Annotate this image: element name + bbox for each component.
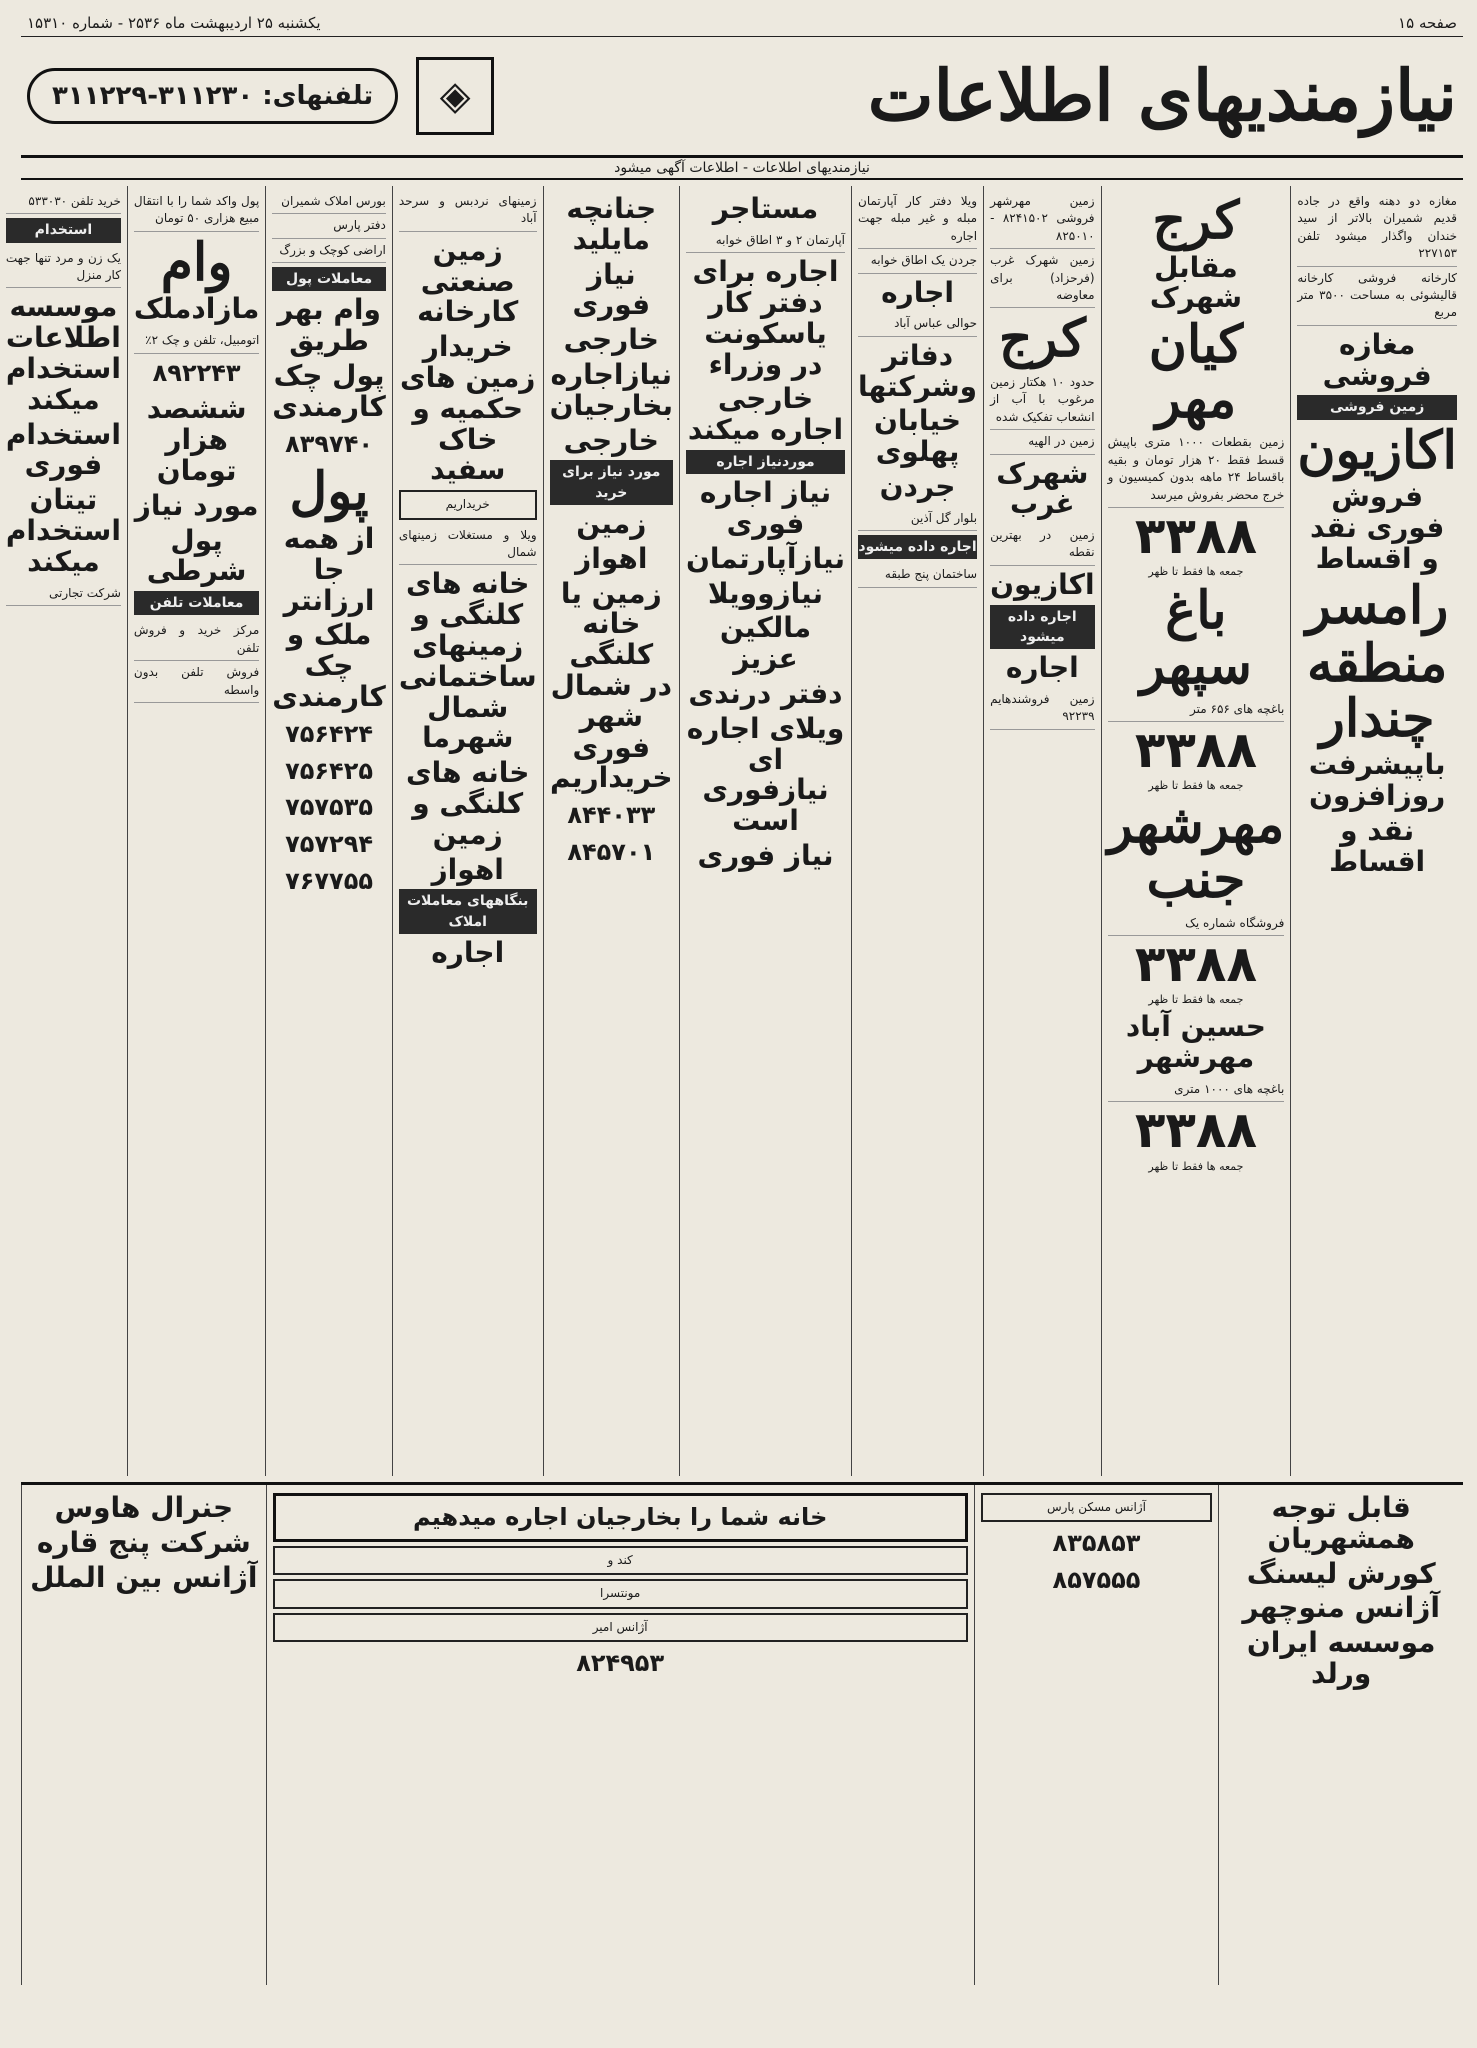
column-3: [983, 186, 1100, 1476]
ad-headline: تیتان استخدام میکند: [5, 483, 121, 578]
column-4: [851, 186, 983, 1476]
ad-headline: اجاره برای دفتر کار یاسکونت در وزراء: [692, 255, 839, 381]
section-band: موردنیاز اجاره: [686, 450, 845, 474]
ad-phone: ۷۵۶۴۲۵: [285, 756, 373, 785]
ad-text: باغچه های ۶۵۶ متر: [1108, 698, 1285, 722]
ad-headline: مستاجر: [712, 192, 819, 225]
ad-phone: ۷۶۷۷۵۵: [285, 867, 373, 896]
ad-headline: آژانس بین الملل: [30, 1560, 258, 1594]
ad-headline: منطقه چندار: [1306, 633, 1448, 749]
ad-caption: جمعه ها فقط تا ظهر: [1148, 1159, 1244, 1173]
ad-headline: مورد نیاز: [134, 488, 259, 522]
subline: نیازمندیهای اطلاعات - اطلاعات آگهی میشود: [21, 158, 1463, 180]
ad-headline: خارجی اجاره میکند: [687, 382, 844, 447]
ad-factory: کارخانه فروشی کارخانه قالیشوئی به مساحت ۳۵۰۰ متر مربع: [1297, 267, 1457, 326]
ad-phone: ۳۳۸۸: [1134, 934, 1257, 993]
ad-headline: نیاز فوری: [572, 257, 651, 322]
section-band: اجاره داده میشود: [990, 605, 1094, 650]
ad-caption: جمعه ها فقط تا ظهر: [1148, 779, 1244, 793]
ad-text: زمین در الهیه: [990, 430, 1094, 454]
ad-headline: قابل توجه همشهریان: [1267, 1491, 1415, 1555]
ad-box: خریداریم: [399, 490, 537, 519]
top-line: [21, 10, 1463, 37]
ad-shop: مغازه دو دهنه واقع در جاده قدیم شمیران بالاتر از سید خندان واگذار میشود تلفن ۲۲۷۱۵۳: [1297, 190, 1457, 267]
column-6: [543, 186, 679, 1476]
paper-title: نیازمندیهای اطلاعات: [867, 54, 1457, 137]
ad-headline: ششصد هزار تومان: [146, 392, 247, 487]
ad-phone: ۳۳۸۸: [1134, 1101, 1257, 1160]
column-1: [1290, 186, 1463, 1476]
ad-headline: پول شرطی: [146, 523, 247, 588]
ad-box: آژانس مسکن پارس: [981, 1493, 1213, 1522]
ad-text: فروشگاه شماره یک: [1108, 912, 1285, 936]
ad-subhead: از همه جا ارزانتر: [283, 522, 375, 617]
ad-text: بلوار گل آذین: [858, 507, 977, 531]
section-band: بنگاههای معاملات املاک: [399, 889, 537, 934]
ads-columns: [5, 186, 1463, 1476]
ad-text: خرید تلفن ۵۳۳۰۳۰: [6, 190, 121, 214]
ad-text: زمین در بهترین نقطه: [990, 524, 1094, 566]
newspaper-page: [7, 0, 1477, 2048]
ad-headline: جردن: [879, 469, 956, 503]
ad-headline: شرکت پنج قاره: [36, 1525, 251, 1559]
section-band: اجاره داده میشود: [858, 535, 977, 559]
ad-headline: خریدار زمین های حکمیه و خاک سفید: [400, 330, 536, 487]
column-7: [392, 186, 543, 1476]
ad-text: جردن یک اطاق خوابه: [858, 249, 977, 273]
ad-text: ساختمان پنج طبقه: [858, 563, 977, 587]
ad-text: زمینهای نردبس و سرحد آباد: [399, 190, 537, 232]
ad-text: بورس املاک شمیران: [272, 190, 386, 214]
ad-headline: کرج: [998, 308, 1086, 370]
ad-headline: آژانس منوچهر: [1242, 1591, 1440, 1625]
ad-headline: کیان مهر: [1148, 314, 1244, 430]
ad-phone: ۸۴۴۰۳۳: [567, 801, 656, 830]
bottom-section: [21, 1482, 1463, 1985]
ad-headline: وام: [160, 231, 233, 293]
bottom-col-2: [974, 1485, 1219, 1985]
ad-headline: رامسر: [1305, 574, 1449, 636]
ad-box: کند و: [273, 1546, 968, 1575]
ad-headline: جنرال هاوس: [54, 1491, 234, 1524]
ad-headline: باغ سپهر: [1139, 580, 1252, 696]
ad-caption: جمعه ها فقط تا ظهر: [1148, 993, 1244, 1007]
ad-headline: مالکین عزیز: [719, 611, 812, 676]
bottom-banner: خانه شما را بخارجیان اجاره میدهیم: [273, 1493, 968, 1542]
column-10: [0, 186, 127, 1476]
ad-headline: وام بهر طریق: [277, 293, 381, 358]
issue-line: یکشنبه ۲۵ اردیبهشت ماه ۲۵۳۶ - شماره ۱۵۳۱۰: [27, 14, 321, 32]
ad-headline: مهرشهر جنب: [1107, 794, 1285, 910]
ad-headline: نیازآپارتمان: [685, 541, 845, 575]
ad-headline: زمین صنعتی کارخانه: [417, 233, 519, 329]
ad-headline: خیابان پهلوی: [874, 404, 962, 469]
ad-headline: کورش لیسنگ: [1246, 1556, 1436, 1590]
ad-text: اراضی کوچک و بزرگ: [272, 239, 386, 263]
ad-phone: ۳۳۸۸: [1134, 720, 1257, 779]
emblem-icon: ◈: [416, 57, 494, 135]
ad-subhead: نقد و اقساط: [1329, 813, 1426, 878]
ad-text: حدود ۱۰ هکتار زمین مرغوب با آب از انشعاب تفکیک شده: [990, 371, 1094, 430]
ad-headline: نیاز اجاره فوری: [699, 476, 832, 541]
ad-headline: نیازوویلا: [707, 576, 824, 610]
ad-headline: مازادملک: [133, 292, 260, 326]
ad-headline: پول چک کارمندی: [272, 359, 386, 423]
ad-headline: اهواز: [431, 852, 504, 886]
ad-box: مونتسرا: [273, 1579, 968, 1608]
ad-headline: نیاز فوری: [697, 839, 834, 873]
ad-subhead: باپیشرفت روزافزون: [1308, 748, 1446, 813]
ad-text: آپارتمان ۲ و ۳ اطاق خوابه: [686, 229, 845, 253]
ad-subhead: مقابل شهرک: [1149, 250, 1242, 315]
ad-text: شرکت تجارتی: [6, 582, 121, 606]
ad-text: باغچه های ۱۰۰۰ متری: [1108, 1078, 1285, 1102]
phone-numbers: تلفنهای: ۳۱۱۲۳۰-۳۱۱۲۲۹: [27, 68, 398, 124]
column-9: [127, 186, 265, 1476]
ad-text: زمین مهرشهر فروشی ۸۲۴۱۵۰۲ - ۸۲۵۰۱۰: [990, 190, 1094, 249]
ad-headline: موسسه اطلاعات استخدام میکند: [5, 290, 121, 416]
ad-headline: کرج: [1152, 190, 1240, 251]
ad-phone: ۸۵۷۵۵۵: [1052, 1566, 1141, 1595]
ad-headline: دفاتر وشرکتها: [858, 338, 978, 403]
ad-text: دفتر پارس: [272, 214, 386, 238]
bottom-col-1: [1218, 1485, 1463, 1985]
ad-headline: پول: [289, 461, 369, 523]
ad-text: حوالی عباس آباد: [858, 312, 977, 336]
ad-subhead: فروش فوری نقد و اقساط: [1310, 480, 1445, 575]
ad-headline: جنانچه مایلید: [566, 192, 657, 256]
ad-caption: جمعه ها فقط تا ظهر: [1148, 565, 1244, 579]
ad-text: یک زن و مرد تنها جهت کار منزل: [6, 247, 121, 289]
ad-headline: خارجی: [563, 323, 659, 357]
ad-headline: حسین آباد مهرشهر: [1125, 1010, 1266, 1075]
ad-text: ویلا و مستغلات زمینهای شمال: [399, 524, 537, 566]
ad-headline: اجاره: [1005, 651, 1079, 685]
masthead: [21, 37, 1463, 158]
ad-headline: شهرک غرب: [996, 456, 1089, 521]
ad-text: ویلا دفتر کار آپارتمان مبله و غیر مبله جهت اجاره: [858, 190, 977, 249]
ad-text: زمین فروشندهایم ۹۲۲۳۹: [990, 688, 1094, 730]
section-band: معاملات تلفن: [134, 591, 259, 615]
column-2: [1101, 186, 1291, 1476]
ad-phone: ۷۵۷۲۹۴: [285, 830, 373, 859]
ad-text: فروش تلفن بدون واسطه: [134, 661, 259, 703]
ad-headline: خانه های کلنگی و زمینهای ساختمانی شمال شهرما: [398, 567, 537, 755]
ad-phone: ۸۳۵۸۵۳: [1052, 1529, 1141, 1558]
ad-phone: ۳۳۸۸: [1134, 506, 1257, 565]
ad-headline: خارجی: [563, 423, 659, 457]
ad-phone: ۸۴۵۷۰۱: [567, 837, 656, 866]
ad-headline: اکازیون: [990, 567, 1095, 601]
ad-phone: ۸۹۲۲۴۳: [152, 358, 241, 387]
ad-headline: زمین: [576, 506, 647, 540]
ad-headline: اجاره: [881, 275, 955, 309]
ad-headline: ویلای اجاره ای نیازفوری است: [686, 711, 845, 838]
ad-phone: ۷۵۶۴۲۴: [285, 719, 373, 748]
section-band: استخدام: [6, 218, 121, 242]
ad-headline: دفتر درندی: [688, 677, 843, 711]
bottom-col-4: [21, 1485, 266, 1985]
ad-text: اتومبیل، تلفن و چک ۲٪: [134, 329, 259, 353]
ad-headline: استخدام فوری: [5, 417, 121, 482]
ad-headline: اکازیون: [1297, 419, 1457, 481]
ad-shop-heading: مغازه فروشی: [1322, 327, 1432, 392]
section-band: معاملات پول: [272, 267, 386, 291]
ad-headline: موسسه ایران ورلد: [1246, 1626, 1436, 1690]
ad-box: آژانس امیر: [273, 1613, 968, 1642]
ad-phone: ۸۲۴۹۵۳: [576, 1648, 665, 1677]
ad-headline: زمین یا خانه کلنگی در شمال شهر فوری خریداریم: [550, 576, 673, 795]
ad-subhead: ملک و چک کارمندی: [272, 618, 386, 714]
ad-phone: ۷۵۷۵۳۵: [285, 793, 373, 822]
ad-headline: خانه های کلنگی و زمین: [405, 756, 530, 851]
section-band: مورد نیاز برای خرید: [550, 460, 673, 505]
section-band: زمین فروشی: [1297, 395, 1457, 419]
ad-headline: نیازاجاره بخارجیان: [549, 357, 673, 422]
ad-headline: اجاره: [431, 935, 505, 969]
ad-text: پول واکد شما را با انتقال مبیع هزاری ۵۰ تومان: [134, 190, 259, 232]
ad-text: زمین بقطعات ۱۰۰۰ متری باپیش قسط فقط ۲۰ هزار تومان و بقیه باقساط ۲۴ ماهه بدون کمیسیون و خرج محضر بفروش میرسد: [1108, 431, 1285, 508]
column-5: [679, 186, 851, 1476]
ad-text: مرکز خرید و فروش تلفن: [134, 619, 259, 661]
ad-text: زمین شهرک غرب (فرحزاد) برای معاوضه: [990, 249, 1094, 308]
ad-headline: اهواز: [575, 541, 648, 575]
ad-phone: ۸۳۹۷۴۰: [285, 429, 373, 458]
page-label: صفحه ۱۵: [1398, 14, 1457, 32]
column-8: [265, 186, 392, 1476]
bottom-col-3: [266, 1485, 974, 1985]
